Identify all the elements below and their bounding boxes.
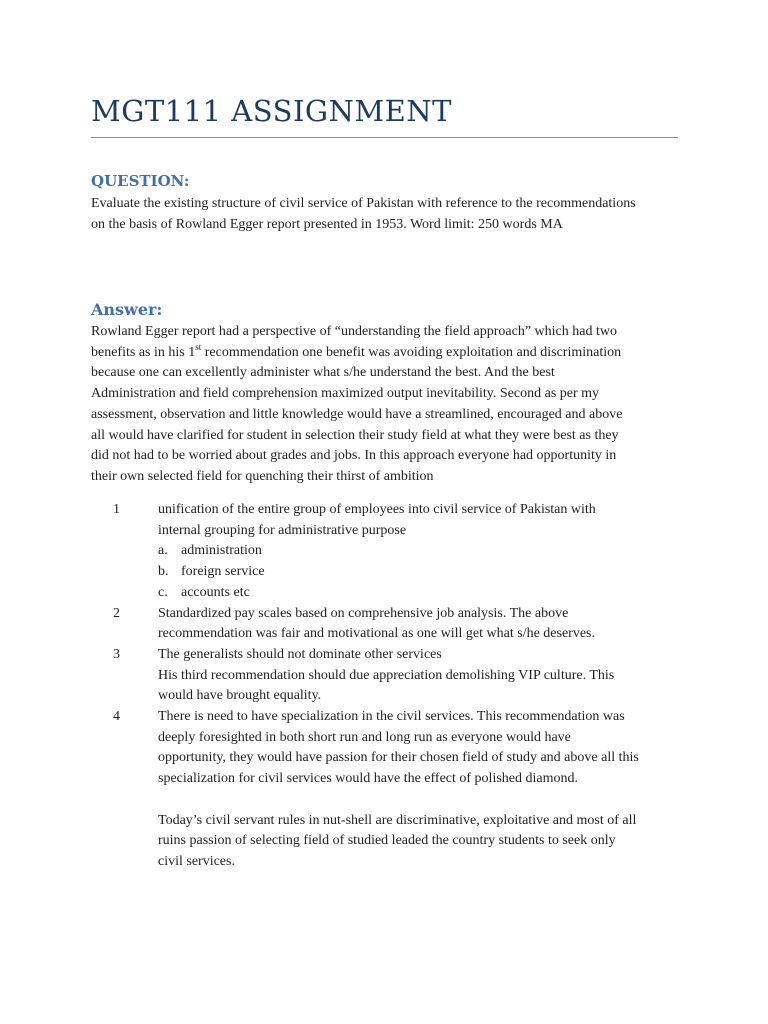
recommendation-line: internal grouping for administrative purpose <box>158 522 407 538</box>
list-number: 3 <box>113 646 120 662</box>
sub-list-text: administration <box>181 543 262 559</box>
recommendation-line: recommendation was fair and motivational as one will get what s/he deserves. <box>158 626 595 642</box>
title-underline <box>91 137 678 138</box>
recommendation-body <box>158 645 698 707</box>
sub-list-item <box>158 583 698 604</box>
recommendation-body <box>158 500 698 604</box>
recommendation-line: deeply foresighted in both short run and long run as everyone would have <box>158 729 571 745</box>
answer-line: Rowland Egger report had a perspective of “understanding the field approach” which had two <box>91 324 617 339</box>
list-number: 1 <box>113 502 120 517</box>
recommendation-item <box>0 645 768 707</box>
answer-line: their own selected field for quenching their thirst of ambition <box>91 468 434 484</box>
sub-list <box>158 541 698 603</box>
recommendation-body <box>158 707 698 873</box>
list-number: 2 <box>113 605 120 621</box>
recommendation-line: There is need to have specialization in the civil services. This recommendation was <box>158 709 625 725</box>
recommendation-item <box>0 707 768 873</box>
recommendation-line: unification of the entire group of employees into civil service of Pakistan with <box>158 502 596 517</box>
sub-list-text: foreign service <box>181 564 265 580</box>
question-heading: QUESTION: <box>91 172 190 190</box>
answer-line: assessment, observation and little knowledge would have a streamlined, encouraged and above <box>91 406 623 422</box>
answer-line: Administration and field comprehension maximized output inevitability. Second as per my <box>91 386 600 402</box>
answer-heading: Answer: <box>91 300 163 319</box>
list-number: 4 <box>113 709 120 725</box>
sub-list-letter: b. <box>158 564 169 580</box>
sub-list-text: accounts etc <box>181 584 250 600</box>
question-text <box>91 194 691 235</box>
answer-line <box>91 343 691 364</box>
recommendation-body <box>158 604 698 645</box>
conclusion-line: civil services. <box>158 853 235 869</box>
recommendation-line: specialization for civil services would have the effect of polished diamond. <box>158 771 578 787</box>
recommendations-list <box>0 500 768 873</box>
recommendation-line: opportunity, they would have passion for their chosen field of study and above all this <box>158 750 639 766</box>
answer-text: benefits as in his 1 <box>91 344 196 360</box>
recommendation-item <box>0 500 768 604</box>
answer-line: all would have clarified for student in selection their study field at what they were best as they <box>91 427 619 443</box>
conclusion-line: ruins passion of selecting field of studied leaded the country students to seek only <box>158 833 616 849</box>
recommendation-line: would have brought equality. <box>158 688 322 704</box>
answer-line: did not had to be worried about grades and jobs. In this approach everyone had opportunity in <box>91 448 617 464</box>
paragraph-gap <box>158 790 698 811</box>
ordinal-superscript: st <box>195 341 202 352</box>
sub-list-letter: a. <box>158 543 168 559</box>
sub-list-item <box>158 541 698 562</box>
recommendation-line: His third recommendation should due appreciation demolishing VIP culture. This <box>158 667 615 683</box>
question-line: on the basis of Rowland Egger report presented in 1953. Word limit: 250 words MA <box>91 216 563 232</box>
sub-list-letter: c. <box>158 584 168 600</box>
recommendation-item <box>0 604 768 645</box>
sub-list-item <box>158 562 698 583</box>
conclusion-line: Today’s civil servant rules in nut-shell are discriminative, exploitative and most of all <box>158 812 637 828</box>
question-line: Evaluate the existing structure of civil service of Pakistan with reference to the recommendations <box>91 196 636 211</box>
answer-line: because one can excellently administer what s/he understand the best. And the best <box>91 365 555 381</box>
answer-paragraph <box>91 322 691 488</box>
recommendation-line: The generalists should not dominate other services <box>158 646 442 662</box>
document-title: MGT111 ASSIGNMENT <box>91 94 453 128</box>
recommendation-line: Standardized pay scales based on comprehensive job analysis. The above <box>158 605 569 621</box>
answer-text: recommendation one benefit was avoiding exploitation and discrimination <box>201 344 622 360</box>
